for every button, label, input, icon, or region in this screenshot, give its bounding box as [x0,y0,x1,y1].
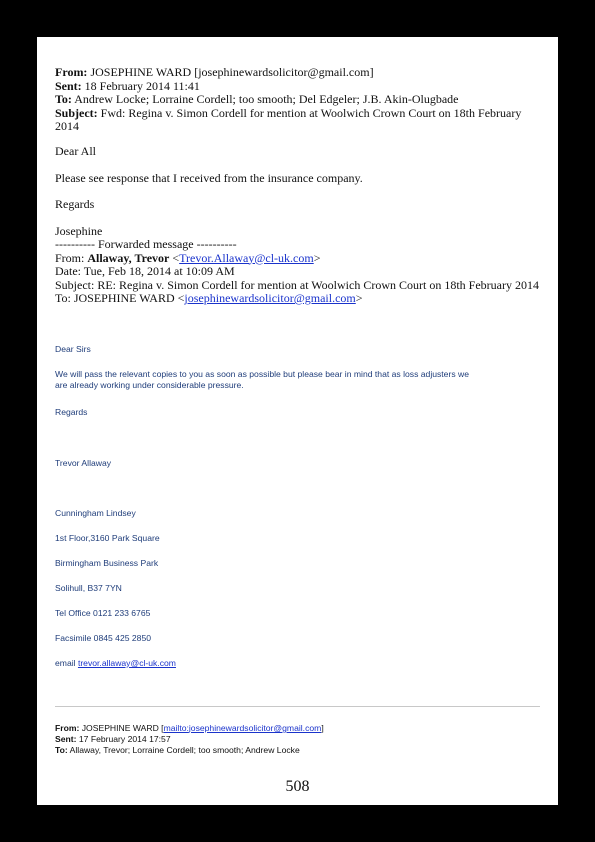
body-regards: Regards [55,197,95,211]
header-subject: Subject: Fwd: Regina v. Simon Cordell for mention at Woolwich Crown Court on 18th February [55,105,522,120]
body-greeting: Dear All [55,144,96,158]
reply-greeting: Dear Sirs [55,344,91,354]
email-header [55,66,545,134]
forwarded-from-email-link[interactable]: Trevor.Allaway@cl-uk.com [179,250,314,265]
page-number: 508 [285,778,310,795]
original-header [55,723,545,756]
original-from: From: JOSEPHINE WARD [mailto:josephinewardsolicitor@gmail.com] [55,723,324,733]
header-sent: Sent: 18 February 2014 11:41 [55,78,200,93]
header-subject-cont: 2014 [55,119,79,133]
signature-email-link[interactable]: trevor.allaway@cl-uk.com [77,658,176,668]
signature-address-1: 1st Floor,3160 Park Square [55,533,160,543]
forwarded-to-email-link[interactable]: josephinewardsolicitor@gmail.com [184,291,356,305]
document-page [37,37,558,805]
signature-address-3: Solihull, B37 7YN [55,583,122,593]
signature-fax: Facsimile 0845 425 2850 [55,633,152,643]
reply-paragraph: We will pass the relevant copies to you as soon as possible but please bear in mind that as loss adjusters we are already working under considerable pressure. [55,369,469,390]
signature-name: Trevor Allaway [55,458,112,468]
reply-regards: Regards [55,407,88,417]
forwarded-header [55,238,550,306]
signature-email: email trevor.allaway@cl-uk.com [55,658,176,668]
original-to: To: Allaway, Trevor; Lorraine Cordell; too smooth; Andrew Locke [55,745,300,755]
original-sent: Sent: 17 February 2014 17:57 [55,734,171,744]
original-mailto-link[interactable]: mailto:josephinewardsolicitor@gmail.com [163,723,322,733]
signature-tel: Tel Office 0121 233 6765 [55,608,151,618]
divider-rule [55,706,540,707]
header-to: To: Andrew Locke; Lorraine Cordell; too smooth; Del Edgeler; J.B. Akin-Olugbade [55,92,459,106]
header-from: From: JOSEPHINE WARD [josephinewardsolicitor@gmail.com] [55,65,374,79]
signature-address-2: Birmingham Business Park [55,558,159,568]
body-signoff: Josephine [55,224,103,238]
forwarded-subject: Subject: RE: Regina v. Simon Cordell for mention at Woolwich Crown Court on 18th February 2014 [55,277,539,292]
forwarded-to: To: JOSEPHINE WARD <josephinewardsolicitor@gmail.com> [55,291,363,305]
signature-company: Cunningham Lindsey [55,508,136,518]
body-line: Please see response that I received from the insurance company. [55,171,363,185]
forwarded-from: From: Allaway, Trevor <Trevor.Allaway@cl-uk.com> [55,250,321,265]
forwarded-divider: ---------- Forwarded message ---------- [55,237,237,251]
forwarded-date: Date: Tue, Feb 18, 2014 at 10:09 AM [55,264,235,278]
